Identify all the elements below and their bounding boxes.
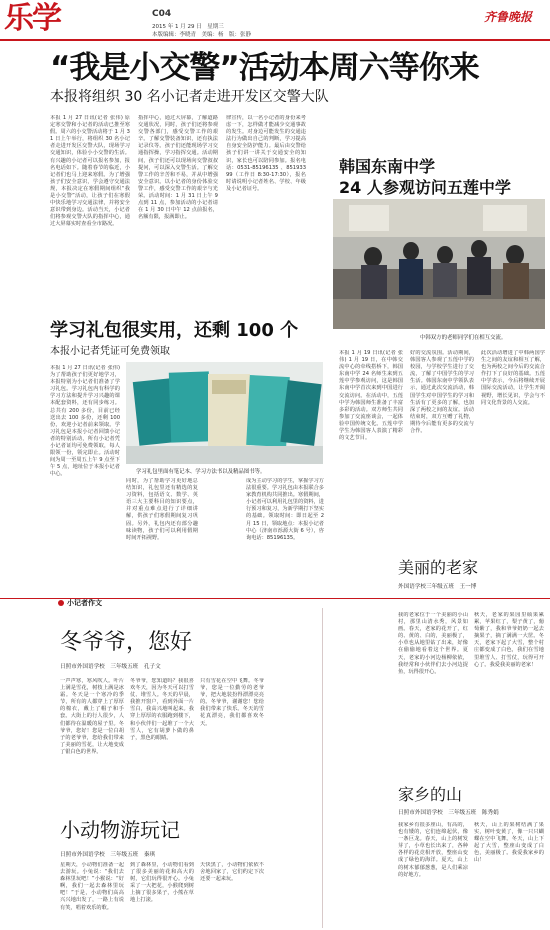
essay-2-col2: 秋天，老家的果园里硕果累累，苹果红了，梨子黄了，葡萄紫了，我和爷爷奶奶一起去摘果子，摘了满满一大筐。冬天，老家下起了大雪，整个村庄都变成了白色，我们在雪地里堆雪人、打雪仗，玩得可开心了。我爱我美丽的老家！	[474, 612, 544, 668]
study-photo-caption: 学习礼包里面有笔记本、学习方法书以及精品图书等。	[136, 469, 266, 475]
korea-headline-2: 24 人参观访问五莲中学	[339, 178, 511, 197]
masthead: 齐鲁晚报	[484, 10, 533, 24]
lead-col1: 本报 1 月 27 日讯(记者 张伟) 原定寒交警和小记者的活动已推至寒假。周六的小交警活动将于 1 月 31 日上午举行，将组织 30 名小记者走进开发区交警大队，现场学习交通知识，体验小小交警的生活。有兴趣的小记者可以报名参加，报名电话如下。随着春节的临近，小记者们也马上迎来寒假。为了增强孩子们安全意识，学会遵守交通法规，本报决定在寒假期间组织“我是小交警”活动，让孩子们在寒假中快乐地学习交通法律，并将安全意识带到身边。活动当天，小记者们将参观交警大队的指挥中心，通过大屏幕实时查看全市路况。	[50, 115, 130, 228]
essay-4-byline: 日照市外国语学校 三年级五班 秦琪	[60, 852, 156, 858]
essay-2-byline: 外国语学校三年级五班 王一博	[398, 584, 477, 590]
essay-3-col2: 秋天，山上的果树结满了果实，树叶变黄了，像一只只蝴蝶在空中飞舞。冬天，山上下起了大雪，整座山变成了白色，美丽极了。我爱我家乡的山！	[474, 822, 544, 864]
korea-photo-caption: 中韩双方的老师同学们在相互交流。	[420, 335, 507, 341]
section-logo: 乐学	[4, 1, 60, 36]
korea-col2: 好的交流氛围。活动期间，韩国客人参观了五莲中学的校园，与学校学生进行了交流，了解了中国学生的学习生活。韩国东南中学领队表示，通过此次交流活动，韩国学生对中国学生的学习和生活有了更多的了解，也加深了两校之间的友谊。活动结束时，双方互赠了礼物，期待今后能有更多的交流与合作。	[410, 350, 474, 435]
date-line: 2015 年 1 月 29 日 星期三	[152, 24, 224, 30]
feature-bullet-icon	[58, 600, 64, 606]
lead-subhead: 本报将组织 30 名小记者走进开发区交警大队	[50, 89, 329, 105]
korea-col1: 本报 1 月 19 日讯(记者 张伟) 1 月 19 日，在中韩交流中心的牵线搭桥下，韩国东南中学 24 名师生来到五莲中学参观访问，这是韩国东南中学首次来到中国进行交流访问。在活动中，五莲中学为韩国师生准备了丰富多彩的活动。双方师生共同参加了交流座谈会，一起体验中国传统文化。五莲中学学生为韩国客人表演了精彩的文艺节目。	[339, 350, 403, 442]
essay-2-title: 美丽的老家	[398, 558, 479, 577]
essay-3-col1: 我家乡有很多座山，有高的，也有矮的，它们连绵起伏，像一条巨龙。春天，山上的树发芽了，小草也长出来了，各种各样的花竞相开放，整座山变成了绿色的海洋。夏天，山上的树木郁郁葱葱，是人们乘凉的好地方。	[398, 822, 468, 878]
lead-col3: 律宣传，以一名小记者的身份来考虑一下，怎样做才能减少交通事故的发生。对身边可能发生的交通违法行为做出自己的判断，学习提高自身安全防护能力。最后由交警给孩子们讲一讲关于交通安全的知识，家长也可以陪同参加。报名电话：0531-85196135 、85193399（工作日 8:30-17:30），报名时请说明小记者姓名、学校、年级及小记者证号。	[226, 115, 306, 192]
essay-1-col2: 冬爷爷，您知道吗？我很喜欢冬天，因为冬天可以打雪仗、堆雪人。冬天的早晨，我推开窗户，看到外面一片雪白，我高兴地叫起来。我穿上厚厚的衣服跑到楼下，和小伙伴们一起堆了一个大雪人，它有胡萝卜做的鼻子，黑色的眼睛。	[130, 678, 194, 741]
study-subhead: 本报小记者凭证可免费领取	[50, 346, 170, 357]
lead-col2: 指挥中心，通过大屏幕，了解道路交通状况，同时，孩子们还将参观交警各部门，感受交警工作的艰辛。了解交警装备知识，还有执法记录仪等。孩子们还能现场学习交通指挥操，学习指挥交通。活动期间，孩子们还可以现场向交警叔叔提问，可以深入交警生活。了解交警工作的辛苦和不易，并从中增强安全意识。以小记者的身份体验交警工作，感受交警工作的艰辛与光荣。活动时间：1 月 31 日上午 9 点到 11 点，参加活动的小记者请在 1 月 30 日中午 12 点前报名，名额有限，报满即止。	[138, 115, 218, 221]
essay-1-byline: 日照市外国语学校 三年级五班 孔子文	[60, 664, 161, 670]
study-headline: 学习礼包很实用，还剩 100 个	[50, 320, 299, 341]
essay-1-title: 冬爷爷，您好	[60, 630, 193, 655]
lead-headline: “我是小交警”活动本周六等你来	[50, 50, 479, 86]
essay-4-col3: 天快黑了，小动物们依依不舍地回家了，它们约定下次还要一起来玩。	[200, 862, 264, 883]
editors-line: 本版编辑：李晓青 美编：杨 版：张静	[152, 32, 252, 38]
korea-headline-1: 韩国东南中学	[339, 157, 436, 176]
books-illustration	[126, 362, 323, 464]
essay-3-title: 家乡的山	[398, 785, 463, 804]
essay-2-col1: 我的老家位于一个美丽的小山村，那里山清水秀，风景如画。春天，老家的花开了，红的、黄的、白的，美丽极了，小草也从地里钻了出来，好像在偷偷地看着这个世界。夏天，老家的小河边杨柳依依，我经常和小伙伴们去小河边捉鱼，玩得很开心。	[398, 612, 468, 675]
essay-3-byline: 日照市外国语学校 三年级五班 陈秀娟	[398, 810, 499, 816]
study-package-photo	[126, 362, 323, 464]
study-col2: 同时，为了帮助学习更好地总结知识，礼包里还有精选的复习资料，包括语文、数学、英语三大主要科目的知识要点，并对重点难点进行了详细讲解，供孩子们寒假期间复习巩固。另外，礼包内还有部分趣味读物，孩子们可以利用假期时间开拓视野。	[126, 478, 198, 541]
essay-4-col2: 到了森林里，小动物们看到了很多美丽的花和高大的树，它们玩得很开心。小兔采了一大把花，小猴爬到树上摘了很多果子，小熊在草地上打滚。	[130, 862, 194, 904]
feature-divider	[322, 608, 323, 928]
korea-visit-photo	[333, 199, 545, 329]
essay-1-col3: 只有雪花在空中飞舞。冬爷爷，您是一位勤劳的老爷爷，把大地装扮得漂漂亮亮的。冬爷爷，谢谢您！您给我们带来了快乐。冬天的雪花真漂亮，我们都喜欢冬天。	[200, 678, 264, 727]
page-code: C04	[152, 9, 172, 19]
korea-col3: 此次活动增进了中韩两国学生之间的友谊和相互了解，也为两校之间今后的交流合作打下了良好的基础。五莲中学表示，今后将继续开展国际交流活动，让学生开阔视野，增长见识，学会与不同文化背景的人交流。	[481, 350, 545, 406]
essay-1-col1: 一声声寒，寒风吹人。叶片上满是雪花，树枝上满是冰霜。冬天是一个寒冷的季节，所有的人都穿上了厚厚的棉衣，戴上了帽子和手套。大街上的行人很少，人们都待在温暖的屋子里。冬爷爷，您好！您是一位白胡子的老爷爷，您给我们带来了美丽的雪花，让大地变成了银白色的世界。	[60, 678, 124, 755]
feature-label: 小记者作文	[67, 599, 102, 607]
essay-4-title: 小动物游玩记	[60, 818, 180, 842]
header-rule	[0, 39, 550, 41]
meeting-room-photo	[333, 199, 545, 329]
essay-4-col1: 星期天，小动物们准备一起去游玩。小兔说：“我们去森林里玩吧！”小猴说：“好啊，我们一起去森林里玩吧！”于是，小动物们高高兴兴地出发了，一路上有说有笑，唱着欢乐的歌。	[60, 862, 124, 911]
study-col1: 本报 1 月 27 日讯(记者 张伟) 为了帮助孩子们更好地学习，本报特别为小记者们准备了学习礼包。学习礼包内有科学的学习方法和提升学习兴趣的课本配套资料，还有同步练习。总共有 200 多份，目前已经送出去 100 多份，还剩 100 份，欢迎小记者前来领取。学习礼包是本报小记者回馈小记者的特别活动，所有小记者凭小记者证均可免费领取，每人限领一份，领完即止。活动时间为周一至周五上午 9 点至下午 5 点，地址位于本报小记者中心。	[50, 365, 120, 478]
study-col3: 成为主动学习的学生，掌握学习方法很重要。学习礼包由本报联合多家教育机构共同推出。寒假期间，小记者可以利用礼包里的资料，进行预习和复习，为新学期打下坚实的基础。领取时间：即日起至 2 月 15 日，领取地点：本报小记者中心（济南市泺源大街 6 号），咨询电话：85196135。	[246, 478, 324, 541]
